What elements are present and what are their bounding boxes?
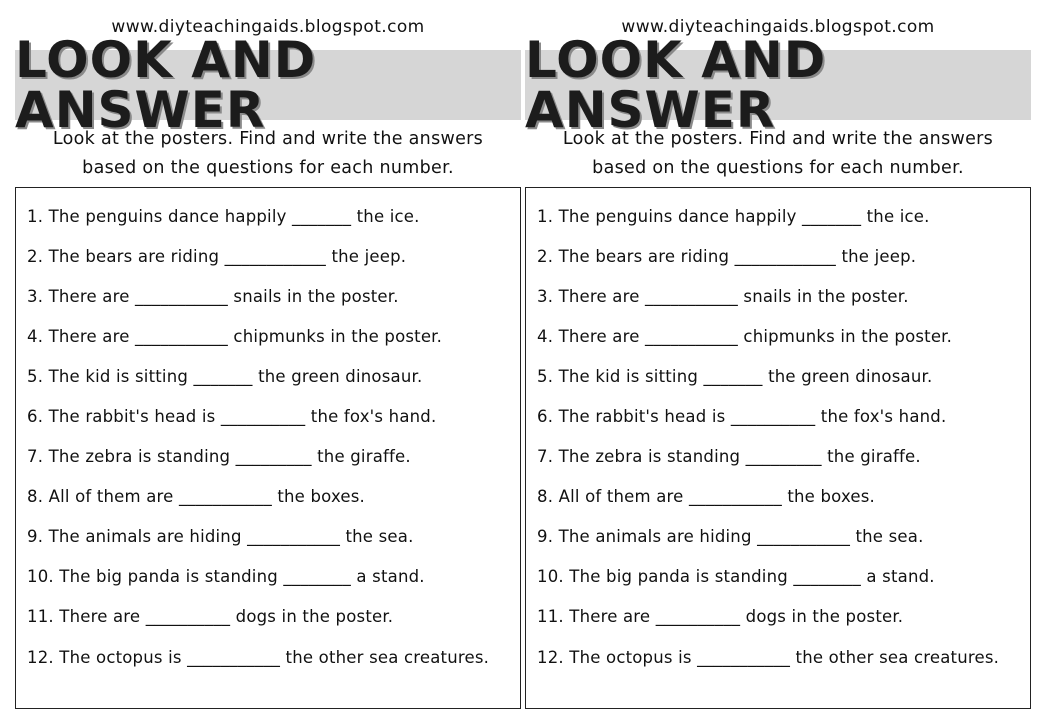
question-item: 6. The rabbit's head is __________ the fox's hand. — [27, 407, 437, 426]
question-item: 3. There are ___________ snails in the poster. — [27, 287, 399, 306]
instructions-line: based on the questions for each number. — [592, 158, 964, 178]
question-item: 10. The big panda is standing ________ a stand. — [27, 567, 425, 586]
question-item: 8. All of them are ___________ the boxes. — [27, 487, 365, 506]
site-url: www.diyteachingaids.blogspot.com — [111, 17, 425, 37]
question-item: 11. There are __________ dogs in the poster. — [537, 607, 904, 626]
site-url: www.diyteachingaids.blogspot.com — [621, 17, 935, 37]
instructions-line: based on the questions for each number. — [82, 158, 454, 178]
question-item: 12. The octopus is ___________ the other sea creatures. — [537, 648, 1000, 667]
question-item: 5. The kid is sitting _______ the green dinosaur. — [537, 367, 933, 386]
question-item: 9. The animals are hiding ___________ the sea. — [27, 527, 414, 546]
question-item: 8. All of them are ___________ the boxes. — [537, 487, 875, 506]
question-item: 9. The animals are hiding ___________ the sea. — [537, 527, 924, 546]
page-title: LOOK AND ANSWER — [15, 31, 317, 139]
worksheet-left — [15, 0, 521, 720]
instructions-line: Look at the posters. Find and write the answers — [52, 129, 484, 149]
question-item: 7. The zebra is standing _________ the giraffe. — [27, 447, 411, 466]
worksheet-right — [525, 0, 1031, 720]
question-item: 2. The bears are riding ____________ the jeep. — [27, 247, 407, 266]
question-item: 4. There are ___________ chipmunks in the poster. — [537, 327, 953, 346]
question-item: 6. The rabbit's head is __________ the fox's hand. — [537, 407, 947, 426]
page-title: LOOK AND ANSWER — [525, 31, 827, 139]
question-box — [15, 187, 521, 709]
question-box — [525, 187, 1031, 709]
question-item: 12. The octopus is ___________ the other sea creatures. — [27, 648, 490, 667]
question-item: 7. The zebra is standing _________ the giraffe. — [537, 447, 921, 466]
question-item: 1. The penguins dance happily _______ the ice. — [27, 207, 420, 226]
question-item: 5. The kid is sitting _______ the green dinosaur. — [27, 367, 423, 386]
question-item: 2. The bears are riding ____________ the jeep. — [537, 247, 917, 266]
question-item: 11. There are __________ dogs in the poster. — [27, 607, 394, 626]
instructions — [525, 125, 1031, 183]
question-item: 10. The big panda is standing ________ a stand. — [537, 567, 935, 586]
question-item: 1. The penguins dance happily _______ the ice. — [537, 207, 930, 226]
instructions — [15, 125, 521, 183]
question-item: 3. There are ___________ snails in the poster. — [537, 287, 909, 306]
question-item: 4. There are ___________ chipmunks in the poster. — [27, 327, 443, 346]
instructions-line: Look at the posters. Find and write the answers — [562, 129, 994, 149]
